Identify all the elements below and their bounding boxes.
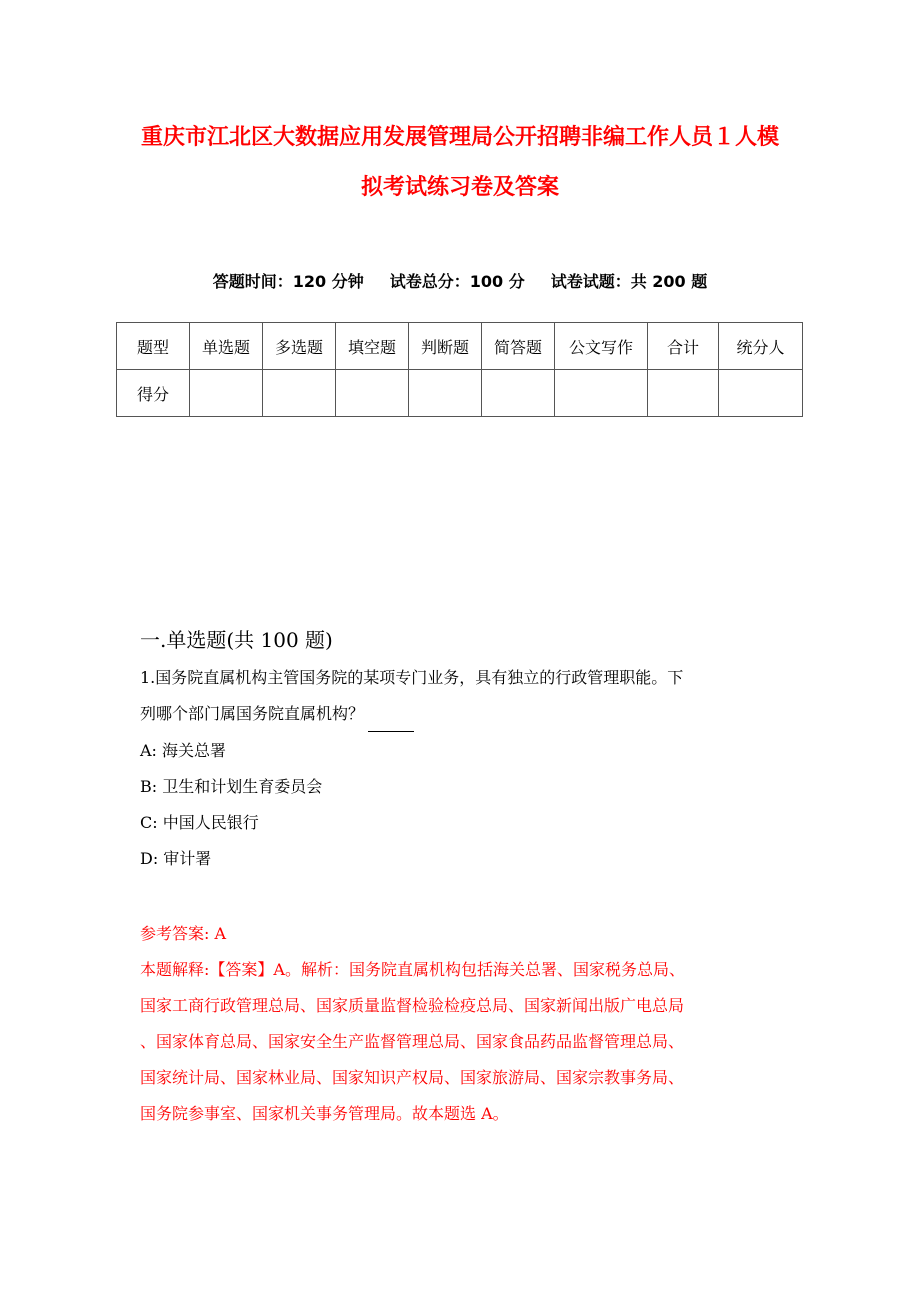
header-cell-short-answer: 简答题 xyxy=(482,323,555,370)
question-stem-line2-text: 列哪个部门属国务院直属机构？ xyxy=(140,704,365,723)
explanation-line: 、国家体育总局、国家安全生产监督管理总局、国家食品药品监督管理总局、 xyxy=(140,1032,685,1051)
answer-explanation xyxy=(140,952,780,1132)
option-b: B: 卫生和计划生育委员会 xyxy=(140,777,323,796)
exam-meta xyxy=(0,269,920,292)
score-cell xyxy=(719,370,803,417)
header-cell-type: 题型 xyxy=(117,323,190,370)
option-d: D: 审计署 xyxy=(140,849,212,868)
header-cell-true-false: 判断题 xyxy=(409,323,482,370)
exam-total-score: 试卷总分：100 分 xyxy=(389,272,525,291)
exam-question-count: 试卷试题：共 200 题 xyxy=(550,272,708,291)
score-cell xyxy=(648,370,719,417)
question-stem-line2 xyxy=(140,696,780,732)
score-cell xyxy=(336,370,409,417)
exam-time: 答题时间：120 分钟 xyxy=(212,272,364,291)
score-row-label: 得分 xyxy=(117,370,190,417)
explanation-line: 本题解释:【答案】A。解析：国务院直属机构包括海关总署、国家税务总局、 xyxy=(140,960,685,979)
document-title-line2: 拟考试练习卷及答案 xyxy=(360,174,559,200)
reference-answer: 参考答案: A xyxy=(140,924,227,943)
score-cell xyxy=(409,370,482,417)
section-title: 一.单选题(共 100 题) xyxy=(140,628,333,652)
score-cell xyxy=(263,370,336,417)
header-cell-single-choice: 单选题 xyxy=(190,323,263,370)
document-title-line1: 重庆市江北区大数据应用发展管理局公开招聘非编工作人员１人模 xyxy=(140,124,779,150)
score-cell xyxy=(190,370,263,417)
header-cell-official-writing: 公文写作 xyxy=(555,323,648,370)
score-table-score-row xyxy=(117,370,803,417)
score-cell xyxy=(482,370,555,417)
option-c: C: 中国人民银行 xyxy=(140,813,259,832)
question-options xyxy=(140,733,780,877)
score-table xyxy=(116,322,803,417)
header-cell-total: 合计 xyxy=(648,323,719,370)
explanation-line: 国家统计局、国家林业局、国家知识产权局、国家旅游局、国家宗教事务局、 xyxy=(140,1068,685,1087)
score-cell xyxy=(555,370,648,417)
question-stem xyxy=(140,660,780,732)
score-table-header-row xyxy=(117,323,803,370)
explanation-line: 国务院参事室、国家机关事务管理局。故本题选 A。 xyxy=(140,1104,509,1123)
header-cell-multiple-choice: 多选题 xyxy=(263,323,336,370)
option-a: A: 海关总署 xyxy=(140,741,227,760)
explanation-line: 国家工商行政管理总局、国家质量监督检验检疫总局、国家新闻出版广电总局 xyxy=(140,996,685,1015)
question-stem-line1: 1.国务院直属机构主管国务院的某项专门业务，具有独立的行政管理职能。下 xyxy=(140,668,684,687)
header-cell-fill-blank: 填空题 xyxy=(336,323,409,370)
header-cell-scorer: 统分人 xyxy=(719,323,803,370)
answer-blank xyxy=(368,713,414,732)
